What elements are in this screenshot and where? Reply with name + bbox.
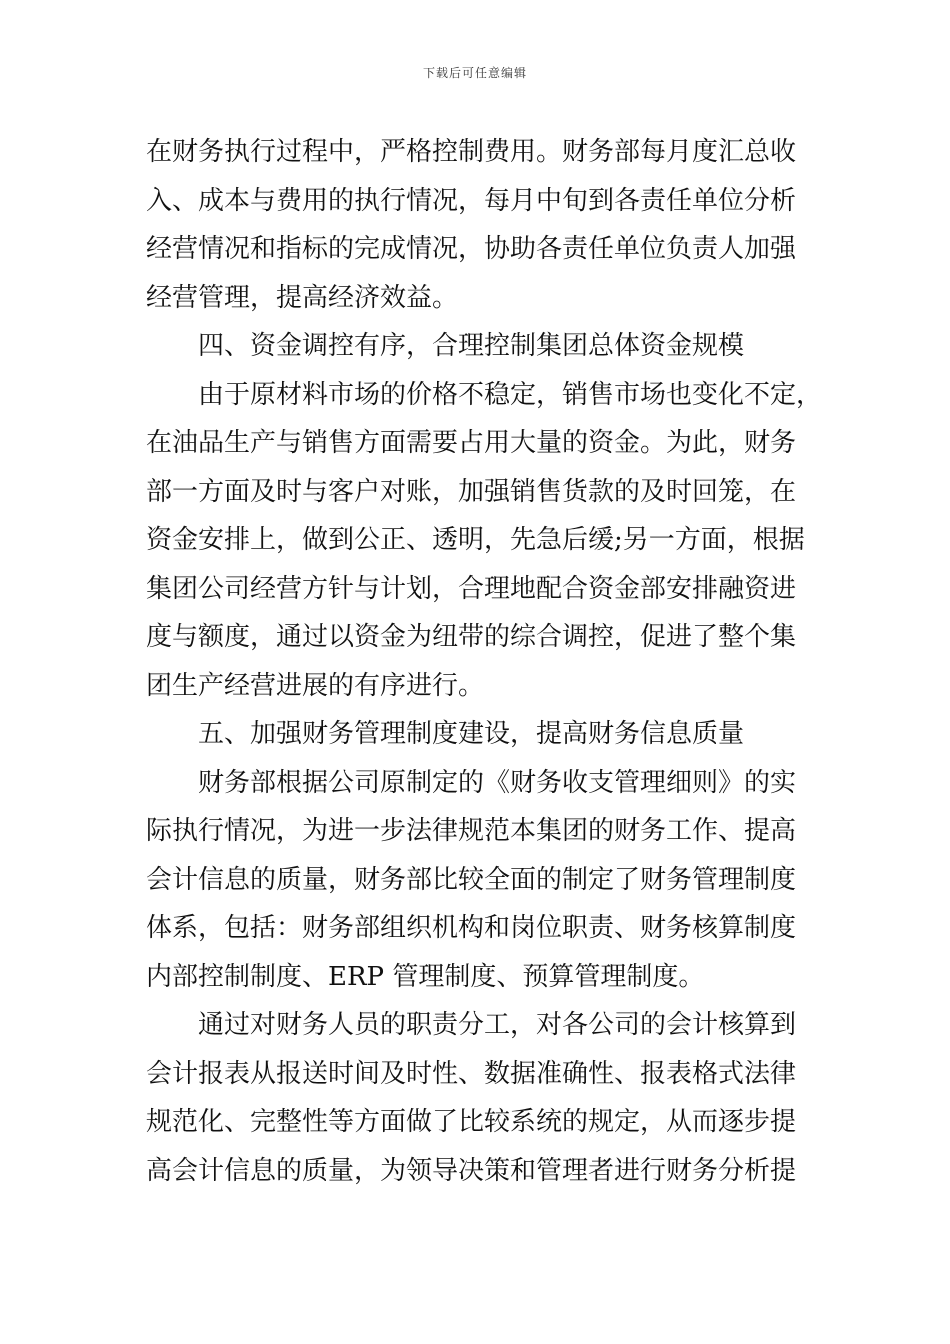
text-line: 高会计信息的质量，为领导决策和管理者进行财务分析提 — [146, 1155, 797, 1186]
text-line: 会计信息的质量，财务部比较全面的制定了财务管理制度 — [146, 864, 797, 895]
document-body — [146, 128, 823, 1195]
text-line: 部一方面及时与客户对账，加强销售货款的及时回笼，在 — [146, 476, 797, 507]
text-line: 由于原材料市场的价格不稳定，销售市场也变化不定， — [198, 379, 823, 410]
text-line: 财务部根据公司原制定的《财务收支管理细则》的实 — [198, 767, 797, 798]
text-line: 在油品生产与销售方面需要占用大量的资金。为此，财务 — [146, 428, 797, 458]
text-line: 会计报表从报送时间及时性、数据准确性、报表格式法律 — [146, 1058, 797, 1089]
text-line: 在财务执行过程中，严格控制费用。财务部每月度汇总收 — [146, 137, 797, 167]
text-line: 度与额度，通过以资金为纽带的综合调控，促进了整个集 — [146, 622, 797, 652]
text-line: 资金安排上，做到公正、透明，先急后缓;另一方面，根据 — [146, 525, 805, 555]
text-line: 团生产经营进展的有序进行。 — [146, 670, 485, 701]
text-line: 际执行情况，为进一步法律规范本集团的财务工作、提高 — [146, 816, 797, 846]
text-line: 通过对财务人员的职责分工，对各公司的会计核算到 — [198, 1010, 797, 1040]
text-line: 经营管理，提高经济效益。 — [146, 282, 459, 313]
text-line: 内部控制制度、ERP 管理制度、预算管理制度。 — [146, 961, 705, 992]
text-line: 集团公司经营方针与计划，合理地配合资金部安排融资进 — [146, 573, 797, 604]
text-line: 规范化、完整性等方面做了比较系统的规定，从而逐步提 — [146, 1107, 797, 1137]
section-heading: 四、资金调控有序，合理控制集团总体资金规模 — [198, 331, 745, 361]
text-line: 经营情况和指标的完成情况，协助各责任单位负责人加强 — [146, 234, 797, 264]
text-line: 体系，包括：财务部组织机构和岗位职责、财务核算制度 — [146, 913, 797, 943]
text-line: 入、成本与费用的执行情况，每月中旬到各责任单位分析 — [146, 185, 797, 216]
page-header: 下载后可任意编辑 — [422, 66, 527, 80]
section-heading: 五、加强财务管理制度建设，提高财务信息质量 — [198, 719, 745, 749]
